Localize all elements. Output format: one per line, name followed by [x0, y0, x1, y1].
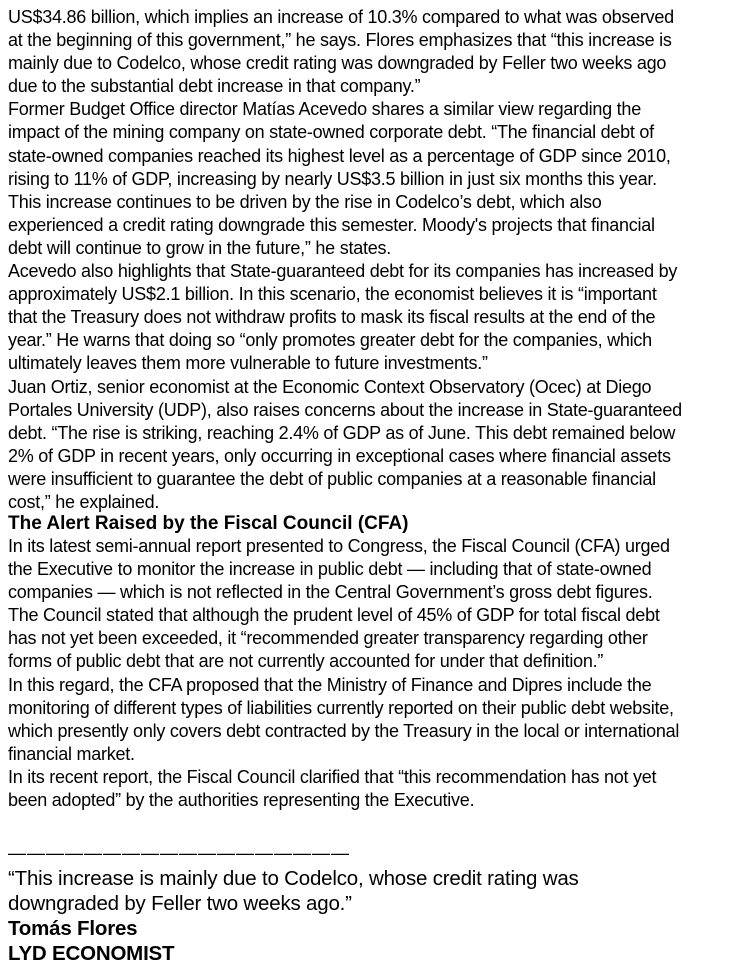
quote-author: Tomás Flores: [8, 917, 138, 940]
text-line: monitoring of different types of liabilities currently reported on their public debt website,: [8, 697, 674, 718]
text-line: cost,” he explained.: [8, 491, 160, 512]
text-line: US$34.86 billion, which implies an increase of 10.3% compared to what was observed: [8, 7, 674, 27]
text-line: that the Treasury does not withdraw profits to mask its fiscal results at the end of the: [8, 307, 656, 328]
text-line: This increase continues to be driven by the rise in Codelco’s debt, which also: [8, 191, 602, 212]
text-line: In this regard, the CFA proposed that the Ministry of Finance and Dipres include the: [8, 674, 652, 695]
text-line: forms of public debt that are not currently accounted for under that definition.”: [8, 651, 604, 672]
section-heading: The Alert Raised by the Fiscal Council (CFA): [8, 513, 409, 534]
text-line: mainly due to Codelco, whose credit rating was downgraded by Feller two weeks ago: [8, 53, 667, 74]
text-line: Portales University (UDP), also raises concerns about the increase in State-guaranteed: [8, 399, 682, 420]
text-line: 2% of GDP in recent years, only occurring in exceptional cases where financial assets: [8, 445, 671, 466]
text-line: due to the substantial debt increase in that company.”: [8, 76, 421, 97]
separator: ——————————————————: [8, 843, 350, 863]
text-line: In its recent report, the Fiscal Council clarified that “this recommendation has not yet: [8, 766, 657, 787]
text-line: state-owned companies reached its highest level as a percentage of GDP since 2010,: [8, 145, 671, 166]
text-line: companies — which is not reflected in the Central Government’s gross debt figures.: [8, 582, 653, 603]
text-line: been adopted” by the authorities representing the Executive.: [8, 790, 475, 811]
text-line: rising to 11% of GDP, increasing by nearly US$3.5 billion in just six months this year.: [8, 168, 657, 189]
text-line: In its latest semi-annual report presented to Congress, the Fiscal Council (CFA) urged: [8, 536, 670, 556]
paragraph: [8, 98, 682, 260]
paragraph: [8, 674, 679, 766]
quote-line: downgraded by Feller two weeks ago.”: [8, 892, 352, 915]
text-line: year.” He warns that doing so “only promotes greater debt for the companies, which: [8, 330, 652, 351]
text-line: at the beginning of this government,” he says. Flores emphasizes that “this increase is: [8, 30, 672, 51]
quote-line: “This increase is mainly due to Codelco, whose credit rating was: [8, 867, 579, 890]
text-line: experienced a credit rating downgrade this semester. Moody's projects that financial: [8, 214, 655, 235]
paragraph: [8, 376, 682, 515]
quote-author-role: LYD ECONOMIST: [8, 942, 175, 965]
paragraph: [8, 535, 679, 674]
text-line: were insufficient to guarantee the debt of public companies at a reasonable financial: [8, 468, 656, 489]
text-line: Acevedo also highlights that State-guaranteed debt for its companies has increased by: [8, 261, 678, 282]
paragraph: [8, 6, 682, 98]
text-line: Former Budget Office director Matías Acevedo shares a similar view regarding the: [8, 99, 641, 120]
article-body: [8, 6, 682, 514]
text-line: debt. “The rise is striking, reaching 2.4% of GDP as of June. This debt remained below: [8, 422, 676, 443]
text-line: which presently only covers debt contracted by the Treasury in the local or international: [8, 720, 680, 741]
text-line: the Executive to monitor the increase in public debt — including that of state-owned: [8, 559, 652, 580]
text-line: debt will continue to grow in the future,” he states.: [8, 237, 391, 258]
text-line: Juan Ortiz, senior economist at the Economic Context Observatory (Ocec) at Diego: [8, 376, 652, 397]
paragraph: [8, 260, 682, 375]
pull-quote: [8, 866, 579, 966]
text-line: ultimately leaves them more vulnerable to future investments.”: [8, 353, 488, 374]
text-line: The Council stated that although the prudent level of 45% of GDP for total fiscal debt: [8, 605, 660, 626]
text-line: financial market.: [8, 743, 135, 764]
section-body: [8, 535, 679, 812]
text-line: impact of the mining company on state-owned corporate debt. “The financial debt of: [8, 122, 654, 143]
text-line: has not yet been exceeded, it “recommended greater transparency regarding other: [8, 628, 648, 649]
text-line: approximately US$2.1 billion. In this scenario, the economist believes it is “important: [8, 284, 657, 305]
paragraph: [8, 766, 679, 812]
